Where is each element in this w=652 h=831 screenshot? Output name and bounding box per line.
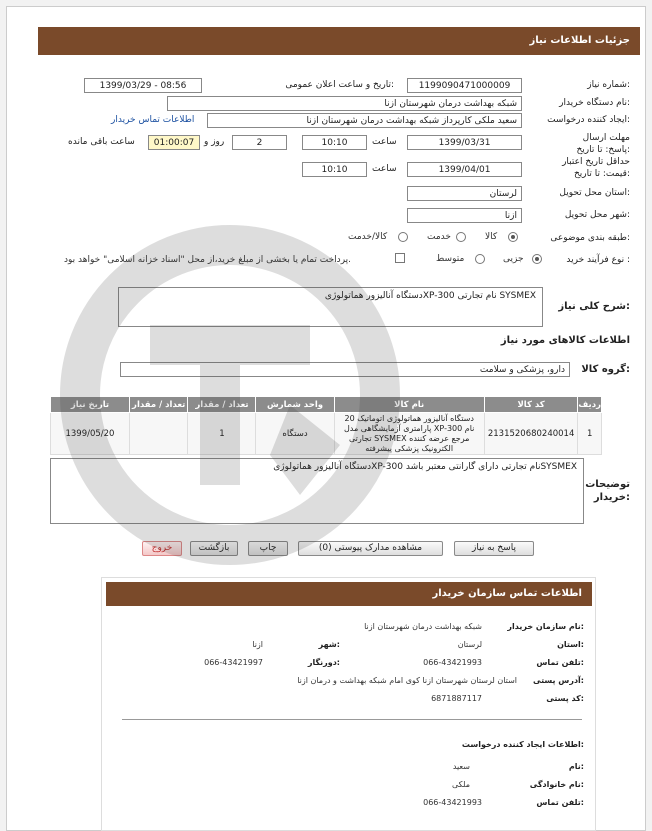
row-qty: 1 [188,413,256,455]
process-medium-label: متوسط [436,254,465,264]
category-service-label: خدمت [427,232,451,242]
contact-address-label: آدرس پستی: [533,676,584,685]
creator-name-label: نام: [568,762,584,771]
col-unit: واحد شمارش [256,397,334,413]
row-index: 1 [578,413,602,455]
contact-card-title: اطلاعات تماس سازمان خریدار [106,582,592,606]
reply-date-field: 1399/03/31 [407,135,522,150]
validity-time-label: ساعت [372,164,397,174]
remaining-label: ساعت باقی مانده [68,137,135,147]
contact-postal-value: 6871887117 [431,694,482,703]
days-field: 2 [232,135,287,150]
contact-phone-label: تلفن تماس: [536,658,584,667]
contact-org-label: نام سازمان خریدار: [507,622,584,631]
back-button[interactable]: بازگشت [190,541,238,556]
category-label: طبقه بندی موضوعی: [550,233,630,243]
creator-info-title: اطلاعات ایجاد کننده درخواست: [461,740,584,749]
exit-button[interactable]: خروج [142,541,182,556]
process-minor-radio[interactable] [532,254,542,264]
contact-province-value: لرستان [457,640,482,649]
category-both-label: کالا/خدمت [348,232,388,242]
contact-buyer-link[interactable]: اطلاعات تماس خریدار [111,115,195,125]
table-row[interactable] [51,413,602,455]
days-label: روز و [204,137,225,147]
remaining-time-field: 01:00:07 [148,135,200,150]
reply-button[interactable]: پاسخ به نیاز [454,541,534,556]
validity-time-field: 10:10 [302,162,367,177]
need-number-field: 1199090471000009 [407,78,522,93]
creator-phone-label: تلفن تماس: [536,798,584,807]
goods-group-label: گروه کالا: [581,364,630,375]
contact-address-value: استان لرستان شهرستان ازنا کوی امام شبکه بهداشت و درمان ازنا [297,676,517,685]
contact-city-label: شهر: [318,640,340,649]
goods-info-title: اطلاعات کالاهای مورد نیاز [500,335,630,346]
process-minor-label: جزیی [503,254,524,264]
need-number-label: شماره نیاز: [587,80,630,90]
validity-label: حداقل تاریخ اعتبار قیمت: تا تاریخ: [562,157,630,179]
reply-deadline-label: مهلت ارسال پاسخ: تا تاریخ: [576,133,630,155]
reply-time-field: 10:10 [302,135,367,150]
creator-family-label: نام خانوادگی: [529,780,584,789]
buyer-notes-label: توضیحات خریدار: [585,479,630,503]
col-date: تاریخ نیاز [51,397,130,413]
category-service-radio[interactable] [456,232,466,242]
contact-card [101,577,596,831]
row-spacer [129,413,187,455]
summary-label: شرح کلی نیاز: [558,301,630,312]
city-field: ازنا [407,208,522,223]
buyer-notes-textarea: دستگاه آنالیزور هماتولوژیXP-300 نام تجارتی دارای گارانتی معتبر باشدSYSMEX [50,458,584,524]
col-qty: تعداد / مقدار [129,397,187,413]
announce-field: 1399/03/29 - 08:56 [84,78,202,93]
category-goods-label: کالا [485,232,498,242]
province-label: استان محل تحویل: [559,188,630,198]
treasury-payment-checkbox[interactable] [395,253,405,263]
creator-name-value: سعید [452,762,470,771]
contact-fax-value: 066-43421997 [204,658,263,667]
contact-city-value: ازنا [252,640,263,649]
contact-fax-label: دورنگار: [307,658,340,667]
row-unit: دستگاه [256,413,334,455]
page-header: جزئیات اطلاعات نیاز [38,27,640,55]
category-both-radio[interactable] [398,232,408,242]
announce-label: تاریخ و ساعت اعلان عمومی: [285,80,394,90]
process-medium-radio[interactable] [475,254,485,264]
contact-province-label: استان: [557,640,584,649]
goods-group-field: دارو، پزشکی و سلامت [120,362,570,377]
row-name: دستگاه آنالیزور هماتولوژی اتوماتیک 20 پارامتری آزمایشگاهی مدل XP-300 نام تجارتی SYSMEX مرجع عرضه کننده الکترونیک پزشکی پیشرفته [334,413,484,455]
province-field: لرستان [407,186,522,201]
table-header-row [51,397,602,413]
treasury-payment-note: پرداخت تمام یا بخشی از مبلغ خرید،از محل "اسناد خزانه اسلامی" خواهد بود. [64,255,352,265]
col-name: نام کالا [334,397,484,413]
contact-phone-value: 066-43421993 [423,658,482,667]
summary-textarea: دستگاه آنالیزور هماتولوژیXP-300 نام تجارتی SYSMEX [118,287,543,327]
row-date: 1399/05/20 [51,413,130,455]
creator-field: سعید ملکی کارپرداز شبکه بهداشت درمان شهرستان ازنا [207,113,522,128]
validity-date-field: 1399/04/01 [407,162,522,177]
col-count: تعداد / مقدار [188,397,256,413]
col-code: کد کالا [484,397,578,413]
print-button[interactable]: چاپ [248,541,288,556]
view-attachments-button[interactable]: مشاهده مدارک پیوستی (0) [298,541,443,556]
city-label: شهر محل تحویل: [564,210,630,220]
process-label: نوع فرآیند خرید : [566,255,630,265]
contact-divider [122,719,582,720]
contact-postal-label: کد پستی: [546,694,584,703]
category-goods-radio[interactable] [508,232,518,242]
creator-label: ایجاد کننده درخواست: [547,115,630,125]
goods-table [50,396,602,455]
buyer-org-label: نام دستگاه خریدار: [559,98,630,108]
creator-family-value: ملکی [451,780,470,789]
reply-time-label: ساعت [372,137,397,147]
buyer-org-field: شبکه بهداشت درمان شهرستان ازنا [167,96,522,111]
creator-phone-value: 066-43421993 [423,798,482,807]
row-code: 2131520680240014 [484,413,578,455]
contact-org-value: شبکه بهداشت درمان شهرستان ازنا [364,622,482,631]
col-index: ردیف [578,397,602,413]
